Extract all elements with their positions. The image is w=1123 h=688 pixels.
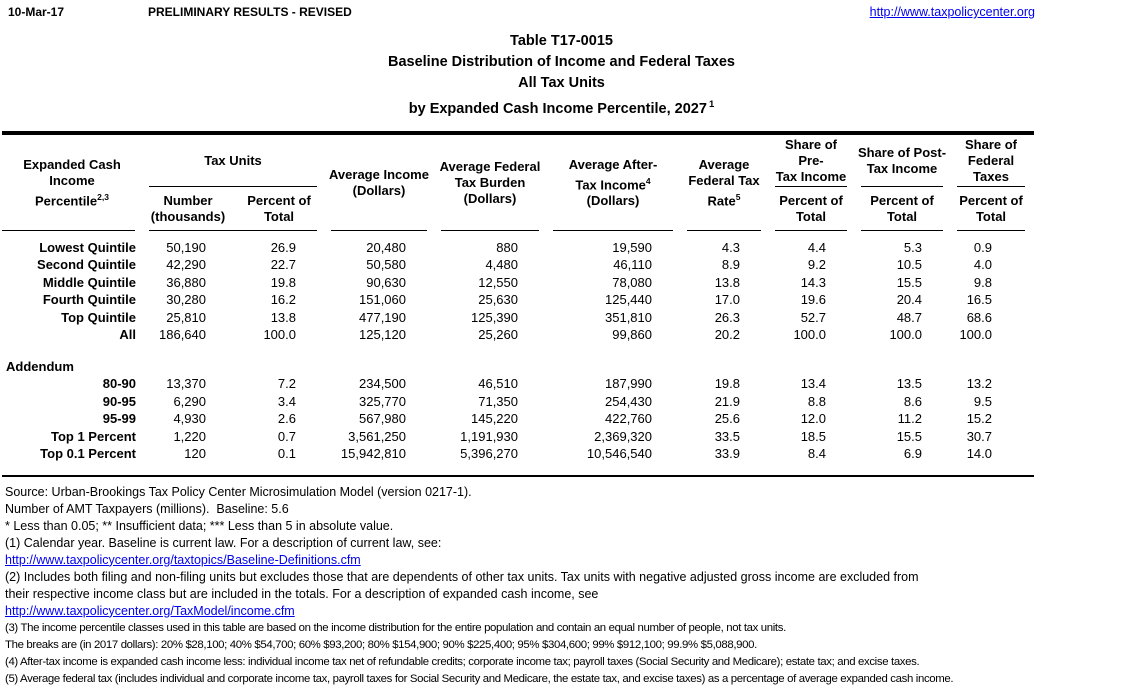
cell-value: 13.2 <box>966 376 992 392</box>
cell-value: 18.5 <box>800 428 826 444</box>
cell-value: 100.0 <box>793 327 826 343</box>
status-label: PRELIMINARY RESULTS - REVISED <box>148 5 352 19</box>
cell-value: 11.2 <box>897 411 922 427</box>
cell-value: 7.2 <box>277 376 296 392</box>
col-header-share-post-tax-income: Share of Post- Tax Income <box>854 135 950 187</box>
footnote-url[interactable]: http://www.taxpolicycenter.org/TaxModel/income.cfm <box>5 603 295 618</box>
cell-value: 2,369,320 <box>594 428 652 444</box>
footnote-line: their respective income class but are included in the totals. For a description of expanded cash income, see <box>5 586 599 601</box>
cell-value: 13.4 <box>800 376 826 392</box>
cell-value: 25,630 <box>478 292 518 308</box>
cell-value: 0.7 <box>277 428 296 444</box>
cell-value: 8.4 <box>807 446 826 462</box>
spacer <box>2 344 1032 358</box>
cell-value: 5,396,270 <box>460 446 518 462</box>
cell-value: 20,480 <box>366 239 406 255</box>
row-label: Middle Quintile <box>42 274 136 290</box>
col-header-average-income: Average Income (Dollars) <box>324 135 434 231</box>
table-row <box>2 393 1032 411</box>
footnote-line: (5) Average federal tax (includes individual and corporate income tax, payroll taxes for Social Security and Medicare, the estate tax, and excise taxes) as a percentage of average expanded cash income. <box>5 672 954 685</box>
cell-value: 52.7 <box>800 309 826 325</box>
cell-value: 71,350 <box>478 393 518 409</box>
cell-value: 6.9 <box>903 446 922 462</box>
cell-value: 30,280 <box>166 292 206 308</box>
cell-value: 1,220 <box>173 428 206 444</box>
cell-value: 46,510 <box>478 376 518 392</box>
row-label: 80-90 <box>102 376 136 392</box>
cell-value: 100.0 <box>263 327 296 343</box>
cell-value: 33.9 <box>714 446 740 462</box>
cell-value: 4.4 <box>807 239 826 255</box>
table-header <box>2 135 1032 231</box>
cell-value: 3.4 <box>277 393 296 409</box>
spacer-row <box>2 231 1032 239</box>
row-label: 90-95 <box>102 393 136 409</box>
cell-value: 68.6 <box>966 309 992 325</box>
footnotes <box>5 484 1123 688</box>
col-header-average-federal-tax-burden: Average Federal Tax Burden (Dollars) <box>434 135 546 231</box>
cell-value: 13,370 <box>166 376 206 392</box>
row-label: Fourth Quintile <box>42 292 136 308</box>
subheader-share-pre-percent-of-total: Percent of Total <box>768 187 854 231</box>
cell-value: 9.5 <box>973 393 992 409</box>
footnote-line: The breaks are (in 2017 dollars): 20% $28,100; 40% $54,700; 60% $93,200; 80% $154,900; 90% $225,400; 95% $304,600; 99% $912,100; 99.9% $5,088,900. <box>5 638 757 651</box>
cell-value: 1,191,930 <box>460 428 518 444</box>
cell-value: 26.3 <box>714 309 740 325</box>
cell-value: 4,480 <box>485 257 518 273</box>
cell-value: 22.7 <box>270 257 296 273</box>
cell-value: 25,810 <box>166 309 206 325</box>
cell-value: 100.0 <box>889 327 922 343</box>
col-group-tax-units: Tax Units <box>142 135 324 187</box>
cell-value: 125,440 <box>605 292 652 308</box>
cell-value: 25.6 <box>714 411 740 427</box>
top-bar <box>0 0 1123 19</box>
cell-value: 6,290 <box>173 393 206 409</box>
col-header-expanded-cash-income-percentile: Expanded Cash Income Percentile$^{2,3}$ <box>2 135 142 231</box>
footnote-line: (1) Calendar year. Baseline is current law. For a description of current law, see: <box>5 535 442 550</box>
table-row <box>2 256 1032 274</box>
date-label: 10-Mar-17 <box>8 5 65 19</box>
cell-value: 78,080 <box>612 274 652 290</box>
row-label: All <box>119 327 136 343</box>
addendum-label: Addendum <box>6 358 74 374</box>
table-row <box>2 239 1032 257</box>
site-link[interactable]: http://www.taxpolicycenter.org <box>869 5 1035 19</box>
table-row <box>2 291 1032 309</box>
subheader-share-fed-percent-of-total: Percent of Total <box>950 187 1032 231</box>
cell-value: 9.8 <box>973 274 992 290</box>
row-label: Top Quintile <box>61 309 136 325</box>
spacer-row <box>2 463 1032 475</box>
cell-value: 151,060 <box>359 292 406 308</box>
spacer <box>2 231 1032 239</box>
subheader-number-thousands: Number (thousands) <box>142 187 234 231</box>
cell-value: 3,561,250 <box>348 428 406 444</box>
cell-value: 4.3 <box>721 239 740 255</box>
cell-value: 100.0 <box>959 327 992 343</box>
cell-value: 15.5 <box>896 274 922 290</box>
spacer <box>2 463 1032 475</box>
footnote-link-line <box>5 552 1123 569</box>
cell-value: 8.8 <box>807 393 826 409</box>
cell-value: 46,110 <box>613 257 652 273</box>
cell-value: 13.8 <box>714 274 740 290</box>
cell-value: 9.2 <box>807 257 826 273</box>
col-header-average-after-tax-income: Average After- Tax Income$^4$ (Dollars) <box>546 135 680 231</box>
cell-value: 42,290 <box>166 257 206 273</box>
spacer-row <box>2 344 1032 358</box>
cell-value: 15.5 <box>896 428 922 444</box>
cell-value: 19.6 <box>800 292 826 308</box>
cell-value: 99,860 <box>612 327 652 343</box>
cell-value: 187,990 <box>605 376 652 392</box>
table-row <box>2 274 1032 292</box>
data-table <box>2 135 1032 475</box>
cell-value: 4.0 <box>973 257 992 273</box>
cell-value: 90,630 <box>366 274 406 290</box>
cell-value: 10,546,540 <box>586 446 652 462</box>
cell-value: 12,550 <box>478 274 518 290</box>
footnote-line: (4) After-tax income is expanded cash income less: individual income tax net of refundable credits; corporate income tax; payroll taxes (Social Security and Medicare); estate tax; and excise taxes. <box>5 655 920 668</box>
cell-value: 16.2 <box>270 292 296 308</box>
data-table-container <box>2 131 1034 477</box>
col-header-share-pre-tax-income: Share of Pre- Tax Income <box>768 135 854 187</box>
cell-value: 186,640 <box>159 327 206 343</box>
table-row <box>2 428 1032 446</box>
col-header-average-federal-tax-rate: Average Federal Tax Rate$^5$ <box>680 135 768 231</box>
row-label: 95-99 <box>102 411 136 427</box>
cell-value: 19,590 <box>612 239 652 255</box>
cell-value: 19.8 <box>714 376 740 392</box>
cell-value: 325,770 <box>359 393 406 409</box>
cell-value: 48.7 <box>896 309 922 325</box>
cell-value: 2.6 <box>277 411 296 427</box>
footnote-line: Source: Urban-Brookings Tax Policy Center Microsimulation Model (version 0217-1). <box>5 484 472 499</box>
table-row <box>2 410 1032 428</box>
cell-value: 8.6 <box>903 393 922 409</box>
table-body <box>2 231 1032 475</box>
cell-value: 20.4 <box>896 292 922 308</box>
subheader-percent-of-total: Percent of Total <box>234 187 324 231</box>
footnote-link-line <box>5 603 1123 620</box>
cell-value: 477,190 <box>359 309 406 325</box>
cell-value: 15.2 <box>966 411 992 427</box>
cell-value: 30.7 <box>966 428 992 444</box>
cell-value: 8.9 <box>721 257 740 273</box>
cell-value: 33.5 <box>714 428 740 444</box>
cell-value: 351,810 <box>605 309 652 325</box>
row-label: Lowest Quintile <box>39 239 136 255</box>
cell-value: 14.0 <box>966 446 992 462</box>
footnote-line: * Less than 0.05; ** Insufficient data; *** Less than 5 in absolute value. <box>5 518 394 533</box>
cell-value: 17.0 <box>714 292 740 308</box>
footnote-line: Number of AMT Taxpayers (millions). Baseline: 5.6 <box>5 501 289 516</box>
cell-value: 422,760 <box>605 411 652 427</box>
cell-value: 50,190 <box>166 239 206 255</box>
table-row <box>2 309 1032 327</box>
table-number: Table T17-0015 <box>510 33 613 49</box>
cell-value: 0.9 <box>973 239 992 255</box>
table-subtitle2: by Expanded Cash Income Percentile, 2027 $^1$ <box>408 99 715 117</box>
cell-value: 254,430 <box>605 393 652 409</box>
cell-value: 20.2 <box>714 327 740 343</box>
cell-value: 4,930 <box>173 411 206 427</box>
cell-value: 25,260 <box>478 327 518 343</box>
cell-value: 16.5 <box>966 292 992 308</box>
subheader-share-post-percent-of-total: Percent of Total <box>854 187 950 231</box>
addendum-header-row <box>2 358 1032 376</box>
cell-value: 234,500 <box>359 376 406 392</box>
cell-value: 880 <box>496 239 518 255</box>
cell-value: 120 <box>184 446 206 462</box>
cell-value: 12.0 <box>800 411 826 427</box>
cell-value: 0.1 <box>277 446 296 462</box>
cell-value: 15,942,810 <box>340 446 406 462</box>
cell-value: 125,120 <box>359 327 406 343</box>
row-label: Second Quintile <box>37 257 136 273</box>
row-label: Top 0.1 Percent <box>40 446 136 462</box>
cell-value: 125,390 <box>471 309 518 325</box>
cell-value: 21.9 <box>714 393 740 409</box>
cell-value: 10.5 <box>896 257 922 273</box>
footnote-line: (2) Includes both filing and non-filing units but excludes those that are dependents of other tax units. Tax units with negative adjusted gross income are excluded from <box>5 569 919 584</box>
table-row <box>2 375 1032 393</box>
col-header-share-federal-taxes: Share of Federal Taxes <box>950 135 1032 187</box>
table-title: Baseline Distribution of Income and Federal Taxes <box>387 54 735 70</box>
cell-value: 19.8 <box>270 274 296 290</box>
cell-value: 145,220 <box>471 411 518 427</box>
title-block <box>0 31 1123 120</box>
cell-value: 36,880 <box>166 274 206 290</box>
cell-value: 50,580 <box>366 257 406 273</box>
cell-value: 13.8 <box>270 309 296 325</box>
footnote-url[interactable]: http://www.taxpolicycenter.org/taxtopics/Baseline-Definitions.cfm <box>5 552 361 567</box>
cell-value: 26.9 <box>270 239 296 255</box>
cell-value: 14.3 <box>800 274 826 290</box>
table-row <box>2 445 1032 463</box>
cell-value: 567,980 <box>359 411 406 427</box>
cell-value: 13.5 <box>896 376 922 392</box>
row-label: Top 1 Percent <box>50 428 136 444</box>
table-row <box>2 326 1032 344</box>
footnote-line: (3) The income percentile classes used in this table are based on the income distribution for the entire population and contain an equal number of people, not tax units. <box>5 621 786 634</box>
table-subtitle: All Tax Units <box>518 75 605 91</box>
cell-value: 5.3 <box>903 239 922 255</box>
